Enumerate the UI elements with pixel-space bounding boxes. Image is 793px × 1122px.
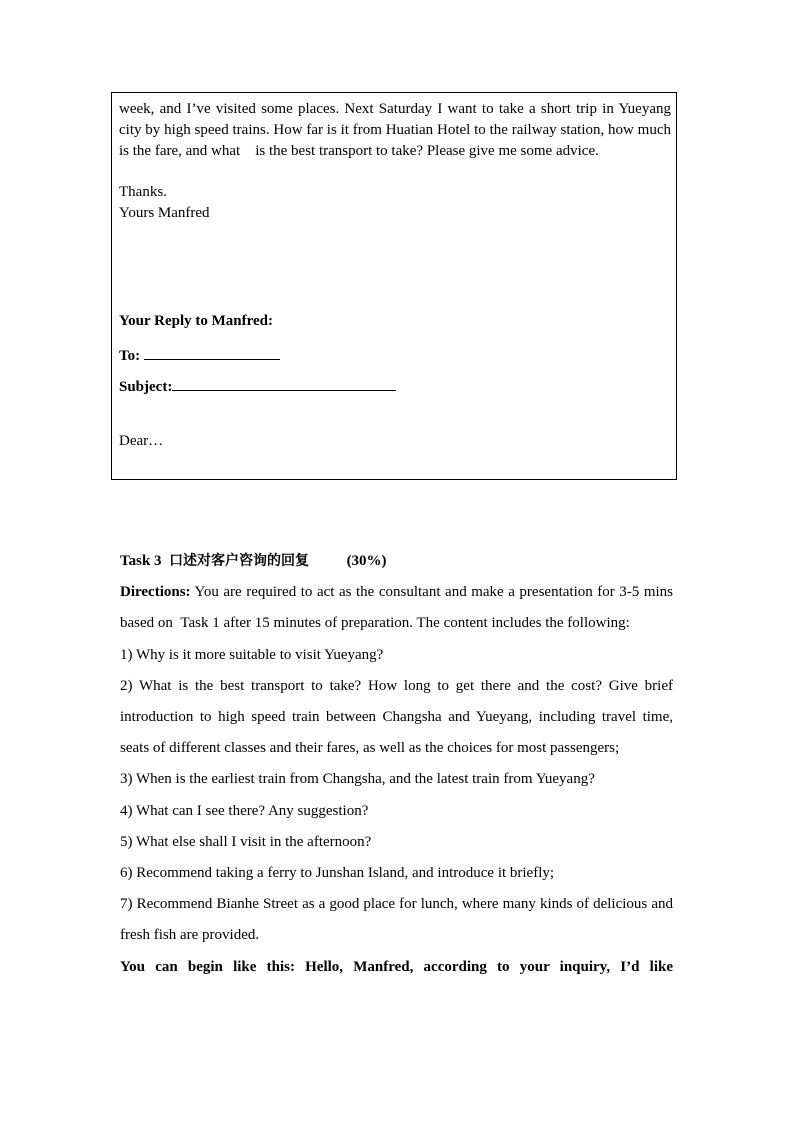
list-item: 1) Why is it more suitable to visit Yueyang? (120, 646, 384, 663)
task3-label: Task 3 (120, 553, 162, 569)
to-line (119, 344, 280, 365)
letter-thanks: Thanks. (119, 184, 167, 200)
task3-weight: (30%) (346, 553, 387, 569)
begin-text: You can begin like this: Hello, Manfred, according to your inquiry, I’d like (120, 958, 673, 975)
subject-blank[interactable] (172, 375, 396, 391)
email-letter (119, 99, 671, 224)
list-item: 3) When is the earliest train from Changsha, and the latest train from Yueyang? (120, 771, 595, 788)
list-item: 4) What can I see there? Any suggestion? (120, 802, 369, 819)
directions-label: Directions: (120, 584, 191, 601)
subject-label: Subject: (119, 379, 173, 395)
to-blank[interactable] (144, 344, 280, 360)
directions (120, 577, 673, 639)
list-item: 6) Recommend taking a ferry to Junshan Island, and introduce it briefly; (120, 865, 555, 882)
task3-title-cn: 口述对客户咨询的回复 (169, 553, 310, 569)
directions-text: You are required to act as the consultant and make a presentation for 3-5 mins based on Task 1 after 15 minutes of preparation. The content includes the following: (120, 584, 673, 632)
list-item: 7) Recommend Bianhe Street as a good place for lunch, where many kinds of delicious and fresh fish are provided. (120, 896, 673, 944)
to-label: To: (119, 348, 141, 364)
task3-section (120, 546, 673, 983)
email-box (111, 92, 677, 480)
letter-body: week, and I’ve visited some places. Next Saturday I want to take a short trip in Yueyang city by high speed trains. How far is it from Huatian Hotel to the railway station, how much is the fare, and what is the best transport to take? Please give me some advice. (119, 101, 671, 159)
list-item: 5) What else shall I visit in the afternoon? (120, 833, 372, 850)
task3-title (120, 546, 673, 577)
list-item: 2) What is the best transport to take? How long to get there and the cost? Give brief introduction to high speed train between Changsha and Yueyang, including travel time, seats of different classes and their fares, as well as the choices for most passengers; (120, 677, 673, 757)
letter-signoff: Yours Manfred (119, 205, 210, 221)
greeting: Dear… (119, 433, 164, 449)
reply-heading: Your Reply to Manfred: (119, 313, 274, 329)
subject-line (119, 375, 396, 396)
